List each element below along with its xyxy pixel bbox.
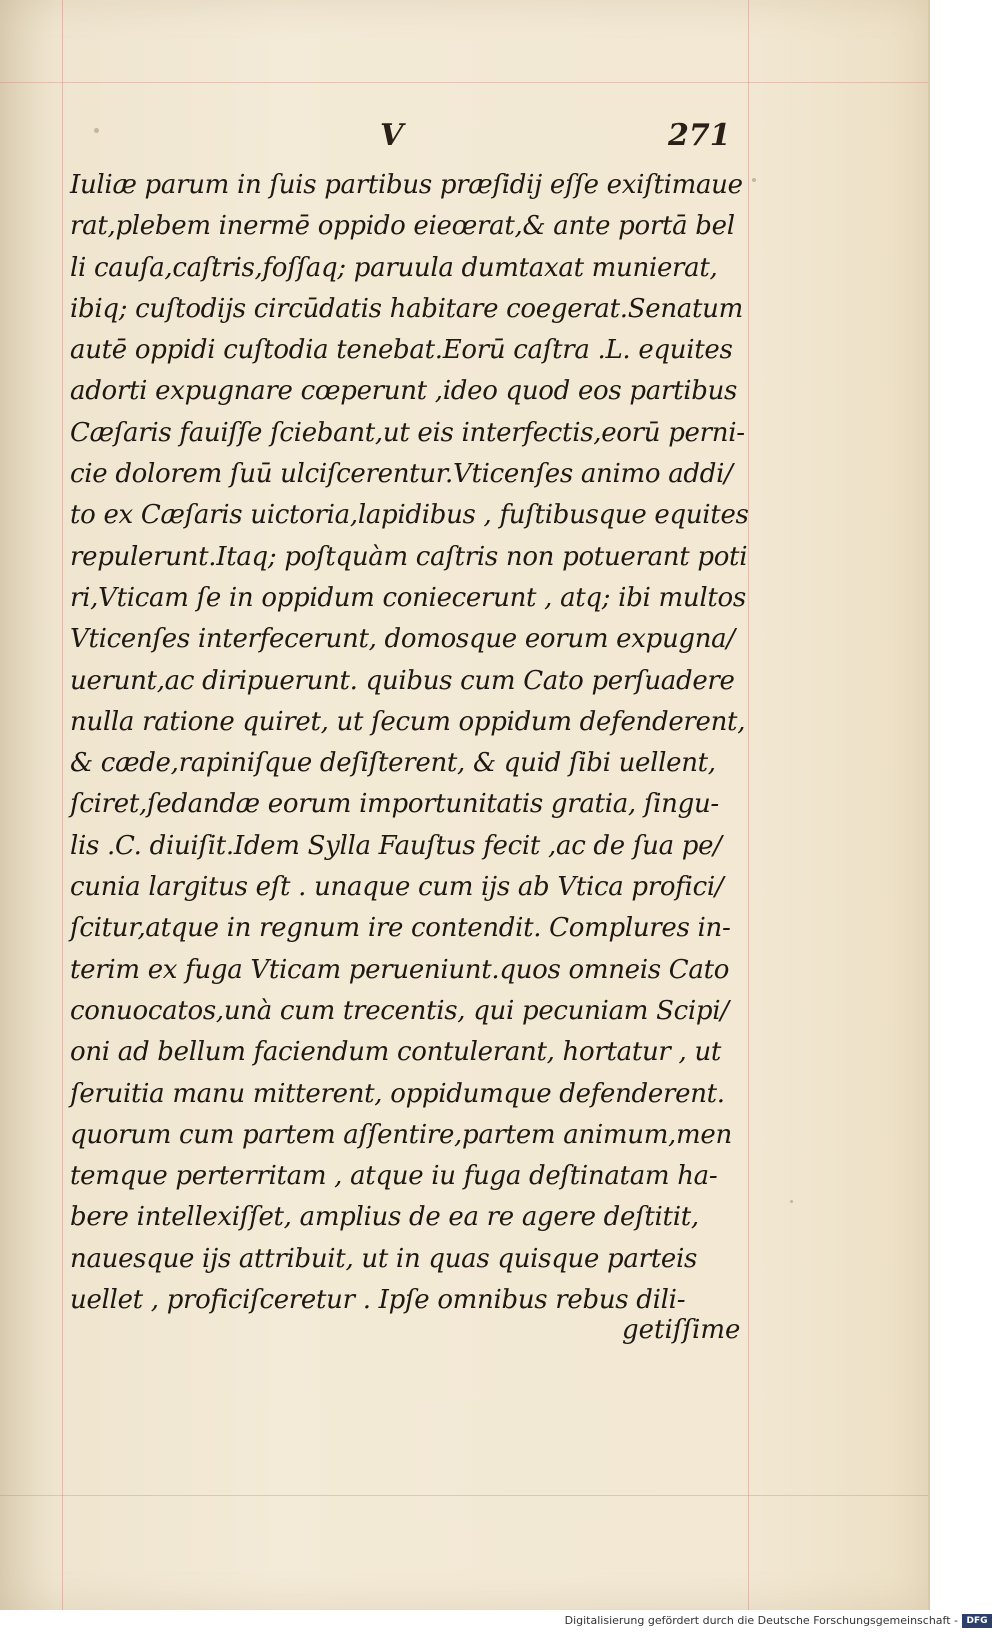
margin-rule-top xyxy=(0,82,928,83)
foxing-spot xyxy=(752,178,756,182)
text-line: uellet , proficiſceretur . Ipſe omnibus rebus dili- xyxy=(70,1285,686,1316)
digitization-footer xyxy=(0,1612,1000,1632)
text-line: Vticenſes interfecerunt, domosque eorum expugna/ xyxy=(70,624,735,655)
text-line: conuocatos,unà cum trecentis, qui pecuniam Scipi/ xyxy=(70,995,729,1026)
text-line: lis .C. diuiſit.Idem Sylla Fauſtus fecit ,ac de ſua pe/ xyxy=(70,830,722,861)
text-line: & cæde,rapiniſque deſiſterent, & quid ſibi uellent, xyxy=(70,748,716,779)
text-line: quorum cum partem aſſentire,partem animum,men xyxy=(70,1119,732,1150)
catchword: getiſſime xyxy=(622,1315,741,1345)
margin-rule-bottom xyxy=(0,1495,928,1496)
dfg-logo: DFG xyxy=(962,1614,992,1628)
text-line: ibiq; cuſtodijs circūdatis habitare coegerat.Senatum xyxy=(70,293,743,324)
text-line: ri,Vticam ſe in oppidum coniecerunt , atq; ibi multos xyxy=(70,582,746,613)
text-line: ſeruitia manu mitterent, oppidumque defenderent. xyxy=(70,1078,725,1109)
text-line: bere intellexiſſet, amplius de ea re agere deſtitit, xyxy=(70,1202,699,1233)
text-line: temque perterritam , atque iu fuga deſtinatam ha- xyxy=(70,1161,718,1192)
text-line: oni ad bellum faciendum contulerant, hortatur , ut xyxy=(70,1037,722,1068)
text-line: li cauſa,caſtris,foſſaq; paruula dumtaxat munierat, xyxy=(70,252,718,283)
funding-credit: Digitalisierung gefördert durch die Deutsche Forschungsgemeinschaft - xyxy=(564,1614,958,1627)
text-line: cie dolorem ſuū ulciſcerentur.Vticenſes animo addi/ xyxy=(70,459,733,490)
margin-rule-left xyxy=(62,0,63,1610)
text-line: nulla ratione quiret, ut ſecum oppidum defenderent, xyxy=(70,706,746,737)
text-line: ſcitur,atque in regnum ire contendit. Complures in- xyxy=(70,913,731,944)
text-line: ſciret,ſedandæ eorum importunitatis gratia, ſingu- xyxy=(70,789,719,820)
text-line: repulerunt.Itaq; poſtquàm caſtris non potuerant poti xyxy=(70,541,748,572)
text-line: uerunt,ac diripuerunt. quibus cum Cato perſuadere xyxy=(70,665,735,696)
page-header xyxy=(0,118,928,158)
text-line: to ex Cæſaris uictoria,lapidibus , fuſtibusque equites xyxy=(70,500,749,531)
text-line: Iuliæ parum in ſuis partibus præſidij eſſe exiſtimaue xyxy=(70,170,743,200)
text-line: rat,plebem inermē oppido eieœrat,& ante portā bel xyxy=(70,211,735,242)
text-line: adorti expugnare cœperunt ,ideo quod eos partibus xyxy=(70,376,738,407)
text-line: terim ex fuga Vticam perueniunt.quos omneis Cato xyxy=(70,954,730,985)
text-line: cunia largitus eſt . unaque cum ijs ab Vtica profici/ xyxy=(70,872,724,903)
text-line: Cæſaris fauiſſe ſciebant,ut eis interfectis,eorū perni- xyxy=(70,417,745,448)
text-line: nauesque ijs attribuit, ut in quas quisque parteis xyxy=(70,1243,698,1274)
body-text xyxy=(70,165,750,1321)
folio-number: 271 xyxy=(668,118,731,153)
foxing-spot xyxy=(790,1200,793,1203)
text-line: autē oppidi cuſtodia tenebat.Eorū caſtra .L. equites xyxy=(70,335,733,366)
signature-mark: V xyxy=(380,118,404,153)
